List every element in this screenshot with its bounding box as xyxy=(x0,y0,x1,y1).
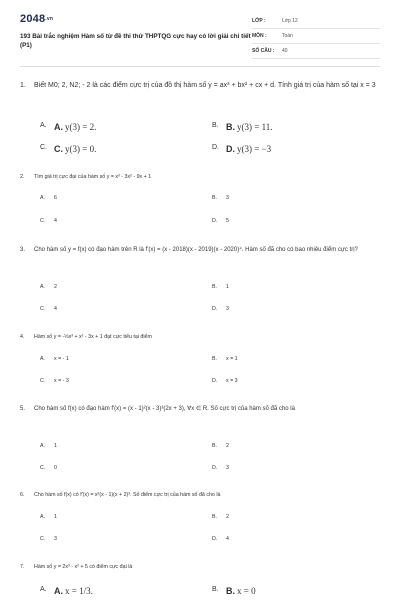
option-label: B. xyxy=(212,514,218,520)
option-label: A. xyxy=(40,195,46,201)
option-b[interactable] xyxy=(212,122,273,132)
option-value: 6 xyxy=(54,195,57,201)
option-big-label: B. xyxy=(226,586,235,596)
option-label: C. xyxy=(40,144,47,151)
option-value: x = 1 xyxy=(226,356,238,362)
option-label: B. xyxy=(212,356,218,362)
document-title: 193 Bài trắc nghiệm Hàm số từ đề thi thử THPTQG cực hay có lời giải chi tiết (P1) xyxy=(20,33,251,49)
option-label: A. xyxy=(40,122,47,129)
option-b[interactable] xyxy=(212,284,229,290)
option-d[interactable] xyxy=(212,218,229,224)
option-a[interactable] xyxy=(40,122,96,132)
option-value: 3 xyxy=(226,465,229,471)
option-label: D. xyxy=(212,378,218,384)
option-label: C. xyxy=(40,465,46,471)
option-big-label: A. xyxy=(54,586,63,596)
option-label: D. xyxy=(212,536,218,542)
option-label: A. xyxy=(40,443,46,449)
question-text: Tìm giá trị cực đại của hàm số y = x³ - 3x² - 9x + 1 xyxy=(34,174,152,180)
header-divider xyxy=(20,66,380,67)
option-label: C. xyxy=(40,536,46,542)
option-label: B. xyxy=(212,195,218,201)
meta-value: 40 xyxy=(282,48,288,54)
option-a[interactable] xyxy=(40,356,69,362)
meta-panel xyxy=(252,14,380,59)
option-label: D. xyxy=(212,465,218,471)
option-value: x = 0 xyxy=(237,586,256,596)
option-label: B. xyxy=(212,284,218,290)
option-c[interactable] xyxy=(40,144,96,154)
question-6 xyxy=(20,490,380,500)
option-label: B. xyxy=(212,586,219,593)
question-number: 1. xyxy=(20,82,26,89)
question-number: 2. xyxy=(20,174,25,180)
option-d[interactable] xyxy=(212,306,229,312)
meta-row-count xyxy=(252,44,380,59)
option-value: 2 xyxy=(54,284,57,290)
option-label: D. xyxy=(212,218,218,224)
meta-row-subject xyxy=(252,29,380,44)
option-value: 3 xyxy=(54,536,57,542)
question-head xyxy=(20,562,380,572)
option-b[interactable] xyxy=(212,356,238,362)
question-number: 5. xyxy=(20,406,26,412)
option-label: A. xyxy=(40,586,47,593)
question-number: 4. xyxy=(20,334,25,340)
meta-row-grade xyxy=(252,14,380,29)
option-value: 2 xyxy=(226,514,229,520)
option-b[interactable] xyxy=(212,586,256,596)
option-a[interactable] xyxy=(40,514,57,520)
option-label: B. xyxy=(212,122,219,129)
option-d[interactable] xyxy=(212,144,271,154)
option-value: 3 xyxy=(226,306,229,312)
question-7 xyxy=(20,562,380,572)
option-c[interactable] xyxy=(40,536,57,542)
question-5 xyxy=(20,404,380,415)
question-head xyxy=(20,332,380,342)
option-big-label: C. xyxy=(54,144,63,154)
question-number: 7. xyxy=(20,564,25,570)
option-c[interactable] xyxy=(40,465,57,471)
option-d[interactable] xyxy=(212,465,229,471)
meta-value: Toán xyxy=(282,33,293,39)
option-a[interactable] xyxy=(40,195,57,201)
option-value: x = - 1 xyxy=(54,356,69,362)
option-value: 3 xyxy=(226,195,229,201)
option-label: D. xyxy=(212,144,219,151)
option-value: y(3) = −3 xyxy=(237,144,272,154)
option-value: 4 xyxy=(226,536,229,542)
meta-value: Lớp 12 xyxy=(282,18,298,24)
question-2 xyxy=(20,172,380,182)
option-value: y(3) = 2. xyxy=(65,122,97,132)
question-head xyxy=(20,80,380,92)
meta-key: SỐ CÂU : xyxy=(252,48,275,54)
question-head xyxy=(20,490,380,500)
option-label: C. xyxy=(40,378,46,384)
option-b[interactable] xyxy=(212,443,229,449)
question-text: Biết M0; 2, N2; - 2 là các điểm cực trị của đồ thị hàm số y = ax³ + bx² + cx + d. Tính giá trị của hàm số tại x = 3 xyxy=(34,82,376,89)
meta-key: LỚP : xyxy=(252,18,266,24)
option-label: D. xyxy=(212,306,218,312)
option-big-label: A. xyxy=(54,122,63,132)
question-text: Hàm số y = 2x³ - x² + 5 có điểm cực đại là xyxy=(34,564,133,570)
question-text: Cho hàm số f(x) có đạo hàm f'(x) = (x - 1)²(x - 3)³(2x + 3), ∀x ∈ R. Số cực trị của hàm số đã cho là xyxy=(34,406,295,412)
option-d[interactable] xyxy=(212,378,238,384)
option-label: B. xyxy=(212,443,218,449)
option-c[interactable] xyxy=(40,378,69,384)
question-text: Cho hàm số f(x) có f'(x) = x²(x - 1)(x + 2)³. Số điểm cực trị của hàm số đã cho là xyxy=(34,492,221,498)
option-label: A. xyxy=(40,284,46,290)
option-value: y(3) = 11. xyxy=(237,122,273,132)
question-head xyxy=(20,172,380,182)
meta-key: MÔN : xyxy=(252,33,267,39)
option-value: 4 xyxy=(54,306,57,312)
option-value: 1 xyxy=(54,443,57,449)
question-head xyxy=(20,245,380,256)
option-label: C. xyxy=(40,218,46,224)
option-value: x = - 3 xyxy=(54,378,69,384)
question-text: Hàm số y = -⅓x³ + x² - 3x + 1 đạt cực tiểu tại điểm xyxy=(34,334,152,340)
logo-text: 2048 xyxy=(20,13,46,25)
option-a[interactable] xyxy=(40,284,57,290)
logo-suffix: .vn xyxy=(45,16,54,23)
option-c[interactable] xyxy=(40,306,57,312)
logo xyxy=(20,13,53,25)
option-a[interactable] xyxy=(40,443,57,449)
option-value: y(3) = 0. xyxy=(65,144,97,154)
option-value: 2 xyxy=(226,443,229,449)
question-3 xyxy=(20,245,380,256)
option-big-label: D. xyxy=(226,144,235,154)
option-value: x = 1/3. xyxy=(65,586,93,596)
option-big-label: B. xyxy=(226,122,235,132)
option-b[interactable] xyxy=(212,195,229,201)
option-label: A. xyxy=(40,514,46,520)
option-c[interactable] xyxy=(40,218,57,224)
option-value: 4 xyxy=(54,218,57,224)
question-number: 6. xyxy=(20,492,25,498)
question-head xyxy=(20,404,380,415)
option-d[interactable] xyxy=(212,536,229,542)
option-value: 1 xyxy=(226,284,229,290)
option-value: x = 3 xyxy=(226,378,238,384)
option-value: 5 xyxy=(226,218,229,224)
question-1 xyxy=(20,80,380,92)
option-a[interactable] xyxy=(40,586,93,596)
option-b[interactable] xyxy=(212,514,229,520)
question-text: Cho hàm số y = f(x) có đạo hàm trên R là f'(x) = (x - 2018)(x - 2019)(x - 2020)⁴. Hàm số đã cho có bao nhiêu điểm cực trị? xyxy=(34,247,358,253)
question-4 xyxy=(20,332,380,342)
question-number: 3. xyxy=(20,247,26,253)
option-label: A. xyxy=(40,356,46,362)
option-value: 0 xyxy=(54,465,57,471)
option-value: 1 xyxy=(54,514,57,520)
option-label: C. xyxy=(40,306,46,312)
